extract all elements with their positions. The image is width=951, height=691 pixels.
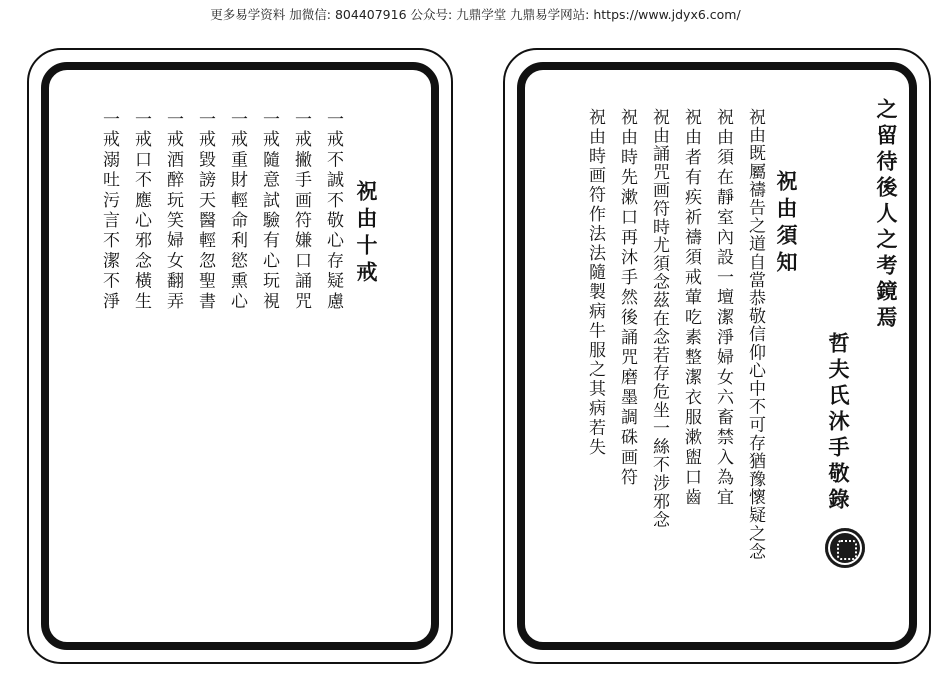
instruction-item: 祝由時画符作法法隨製病牛服之其病若失 (585, 108, 605, 458)
precept-item: 一戒口不應心邪念橫生 (131, 110, 151, 312)
instruction-item: 祝由時先漱口再沐手然後誦咒磨墨調硃画符 (617, 108, 637, 488)
precept-item: 一戒溺吐污言不潔不淨 (99, 110, 119, 312)
precept-item: 一戒撇手画符嫌口誦咒 (291, 110, 311, 312)
instructions-title: 祝由須知 (774, 170, 799, 278)
precept-item: 一戒重財輕命利慾熏心 (227, 110, 247, 312)
signature-line: 哲夫氏沐手敬錄 (826, 332, 851, 514)
right-page-frame (517, 62, 917, 650)
seal-stamp-icon (825, 528, 865, 568)
left-page (27, 48, 453, 664)
instruction-item: 祝由誦咒画符時尤須念茲在念若存危坐一絲不涉邪念 (649, 108, 669, 529)
instruction-item: 祝由者有疾祈禱須戒葷吃素整潔衣服漱盥口齒 (681, 108, 701, 508)
precept-item: 一戒毀謗天醫輕忽聖書 (195, 110, 215, 312)
preface-line: 之留待後人之考鏡焉 (874, 98, 899, 332)
instruction-item: 祝由既屬禱告之道自當恭敬信仰心中不可存猶豫懷疑之念 (745, 108, 765, 561)
site-banner: 更多易学资料 加微信: 804407916 公众号: 九鼎学堂 九鼎易学网站: https://www.jdyx6.com/ (210, 7, 741, 22)
left-page-frame (41, 62, 439, 650)
precept-item: 一戒隨意試驗有心玩視 (259, 110, 279, 312)
precept-item: 一戒酒醉玩笑婦女翻弄 (163, 110, 183, 312)
right-page (503, 48, 931, 664)
ten-precepts-title: 祝由十戒 (354, 180, 379, 288)
instruction-item: 祝由須在靜室內設一壇潔淨婦女六畜禁入為宜 (713, 108, 733, 508)
precept-item: 一戒不誠不敬心存疑慮 (323, 110, 343, 312)
